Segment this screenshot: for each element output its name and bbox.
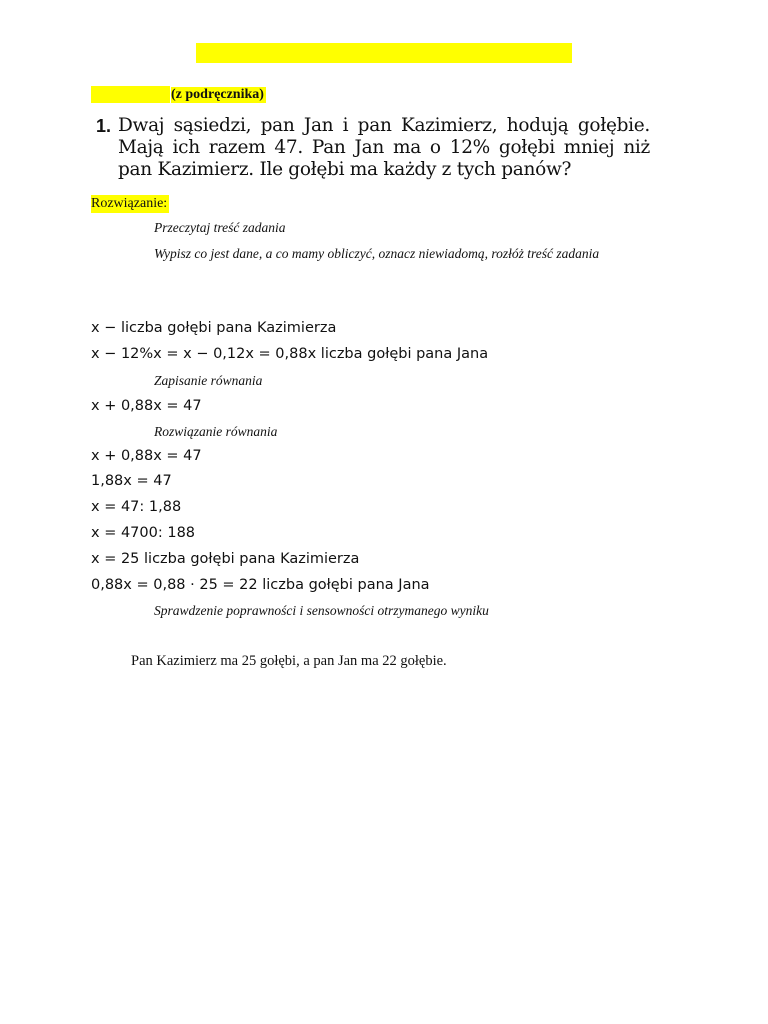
math-line-3: x + 0,88x = 47 xyxy=(91,398,202,414)
problem-text: Dwaj sąsiedzi, pan Jan i pan Kazimierz, hodują gołębie. Mają ich razem 47. Pan Jan ma o 12% gołębi mniej niż pan Kazimierz. Ile gołębi ma każdy z tych panów? xyxy=(118,115,650,180)
math-line-1: x − liczba gołębi pana Kazimierza xyxy=(91,320,337,336)
source-line xyxy=(91,86,266,103)
math-line-7: x = 4700: 188 xyxy=(91,525,196,541)
source-label: (z podręcznika) xyxy=(171,86,264,102)
hint-solve: Rozwiązanie równania xyxy=(154,424,278,439)
hint-equation: Zapisanie równania xyxy=(154,373,263,388)
answer-text: Pan Kazimierz ma 25 gołębi, a pan Jan ma 22 gołębie. xyxy=(131,653,447,669)
hint-write: Wypisz co jest dane, a co mamy obliczyć, oznacz niewiadomą, rozłóż treść zadania xyxy=(154,246,600,261)
math-line-4: x + 0,88x = 47 xyxy=(91,448,202,464)
title-highlight-bar xyxy=(196,43,572,63)
math-line-5: 1,88x = 47 xyxy=(91,473,172,489)
highlight-block xyxy=(91,86,170,103)
math-line-8: x = 25 liczba gołębi pana Kazimierza xyxy=(91,551,360,567)
solution-label: Rozwiązanie: xyxy=(91,196,168,211)
math-line-9: 0,88x = 0,88 · 25 = 22 liczba gołębi pana Jana xyxy=(91,577,430,593)
problem-number: 1. xyxy=(96,116,112,136)
hint-read: Przeczytaj treść zadania xyxy=(154,220,286,235)
math-line-6: x = 47: 1,88 xyxy=(91,499,182,515)
hint-check: Sprawdzenie poprawności i sensowności otrzymanego wyniku xyxy=(154,603,489,618)
math-line-2: x − 12%x = x − 0,12x = 0,88x liczba gołębi pana Jana xyxy=(91,346,489,362)
